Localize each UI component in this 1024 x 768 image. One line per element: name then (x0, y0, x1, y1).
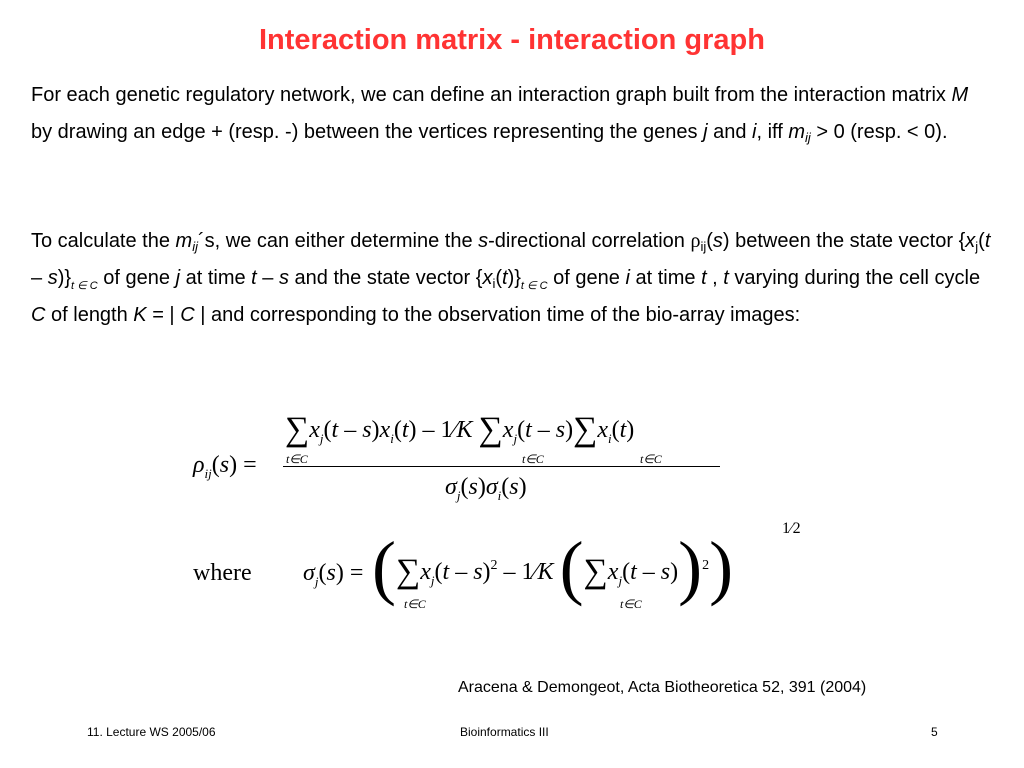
sum-index-2: t∈C (522, 452, 544, 466)
paragraph-interaction-graph: For each genetic regulatory network, we can define an interaction graph built from the interaction matrix M by drawing an edge + (resp. -) between the vertices representing the genes j and i, iff $m_{ij} > 0$ (resp. < 0). (31, 84, 969, 145)
citation: Aracena & Demongeot, Acta Biotheoretica 52, 391 (2004) (458, 679, 867, 696)
sum-index-1: t∈C (286, 452, 308, 466)
sum-index-4: t∈C (404, 597, 426, 611)
formula-numerator: $\sum x_j(t - s)x_i(t)$ – 1⁄K $\sum x_j(t - s)\sum x_i(t)$ (285, 411, 635, 448)
sigma-rhs: ($\sum x_j(t - s)^2$ – 1⁄K $(\sum x_j(t - s))^2$) (372, 527, 734, 607)
sum-index-3: t∈C (640, 452, 662, 466)
where-label: where (193, 560, 252, 586)
footer-course: Bioinformatics III (460, 725, 549, 739)
slide-title: Interaction matrix - interaction graph (259, 24, 765, 56)
paragraph-correlation: To calculate the $m_{ij}´s$, we can either determine the s-directional correlation $\rho_{ij}(s)$ between the state vector $\{x_j(t - s)\}_{t \in C}$ of gene j at time t – s and the state vector $\{x_i(t)\}_{t \in C}$ of gene i at time t , t varying during the cell cycle C of length K = | C | and corresponding to the observation time of the bio-array images: (31, 230, 991, 326)
fraction-bar (283, 466, 720, 467)
sum-index-5: t∈C (620, 597, 642, 611)
page-number: 5 (931, 725, 938, 739)
sigma-lhs: $\sigma_j(s)$ = (303, 560, 364, 589)
footer-lecture: 11. Lecture WS 2005/06 (87, 725, 216, 739)
formula-denominator: $\sigma_j(s)\sigma_i(s)$ (445, 474, 527, 503)
rho-lhs: $\rho_{ij}(s)$ = (193, 452, 257, 481)
exponent-half: 1⁄2 (782, 520, 801, 537)
